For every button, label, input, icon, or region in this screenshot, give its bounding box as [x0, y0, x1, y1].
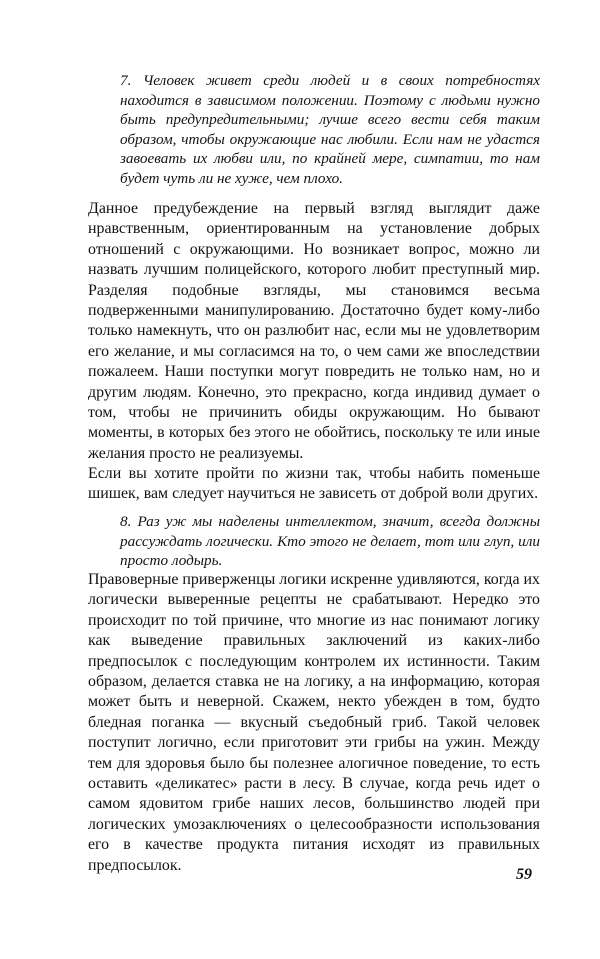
body-paragraph-3 — [88, 570, 540, 876]
page-number: 59 — [516, 866, 532, 883]
paragraph-text: Правоверные приверженцы логики искренне удивляются, когда их логически выверенные рецепты не срабатывают. Нередко это происходит по той причине, что многие из нас понимают логику как выведение правильных заключений из каких-либо предпосылок с последующим контролем их истинности. Таким образом, делается ставка не на логику, а на информацию, которая может быть и неверной. Скажем, некто убежден в том, будто бледная поганка — вкусный съедобный гриб. Такой человек поступит логично, если приготовит эти грибы на ужин. Между тем для здоровья было бы полезнее алогичное поведение, то есть оставить «деликатес» расти в лесу. В случае, когда речь идет о самом ядовитом грибе наших лесов, большинство людей при логических умозаключениях о целесообразности использования его в качестве продукта питания исходят из правильных предпосылок. — [88, 571, 540, 874]
italic-quote-7: 7. Человек живет среди людей и в своих потребностях находится в зависимом положении. Поэтому с людьми нужно быть предупредительными; лучше всего вести себя таким образом, чтобы окружающие нас любили. Если нам не удастся завоевать их любви или, по крайней мере, симпатии, то нам будет чуть ли не хуже, чем плохо. — [120, 72, 540, 187]
italic-quote-8: 8. Раз уж мы наделены интеллектом, значит, всегда должны рассуждать логически. Кто этого не делает, тот или глуп, или просто лодырь. — [120, 513, 540, 570]
body-paragraph-1 — [88, 199, 540, 464]
paragraph-text: Данное предубеждение на первый взгляд выглядит даже нравственным, ориентированным на установление добрых отношений с окружающими. Но возникает вопрос, можно ли назвать лучшим полицейского, которого любит преступный мир. Разделяя подобные взгляды, мы становимся весьма подверженными манипулированию. Достаточно будет кому-либо только намекнуть, что он разлюбит нас, если мы не удовлетворим его желание, и мы согласимся на то, о чем сами же впоследствии пожалеем. Наши поступки могут повредить не только нам, но и другим людям. Конечно, это прекрасно, когда индивид думает о том, чтобы не причинить обиды окружающим. Но бывают моменты, в которых без этого не обойтись, поскольку те или иные желания просто не реализуемы. — [88, 200, 540, 462]
body-paragraph-2 — [88, 464, 540, 505]
paragraph-text: Если вы хотите пройти по жизни так, чтобы набить поменьше шишек, вам следует научиться не зависеть от доброй воли других. — [88, 465, 540, 503]
